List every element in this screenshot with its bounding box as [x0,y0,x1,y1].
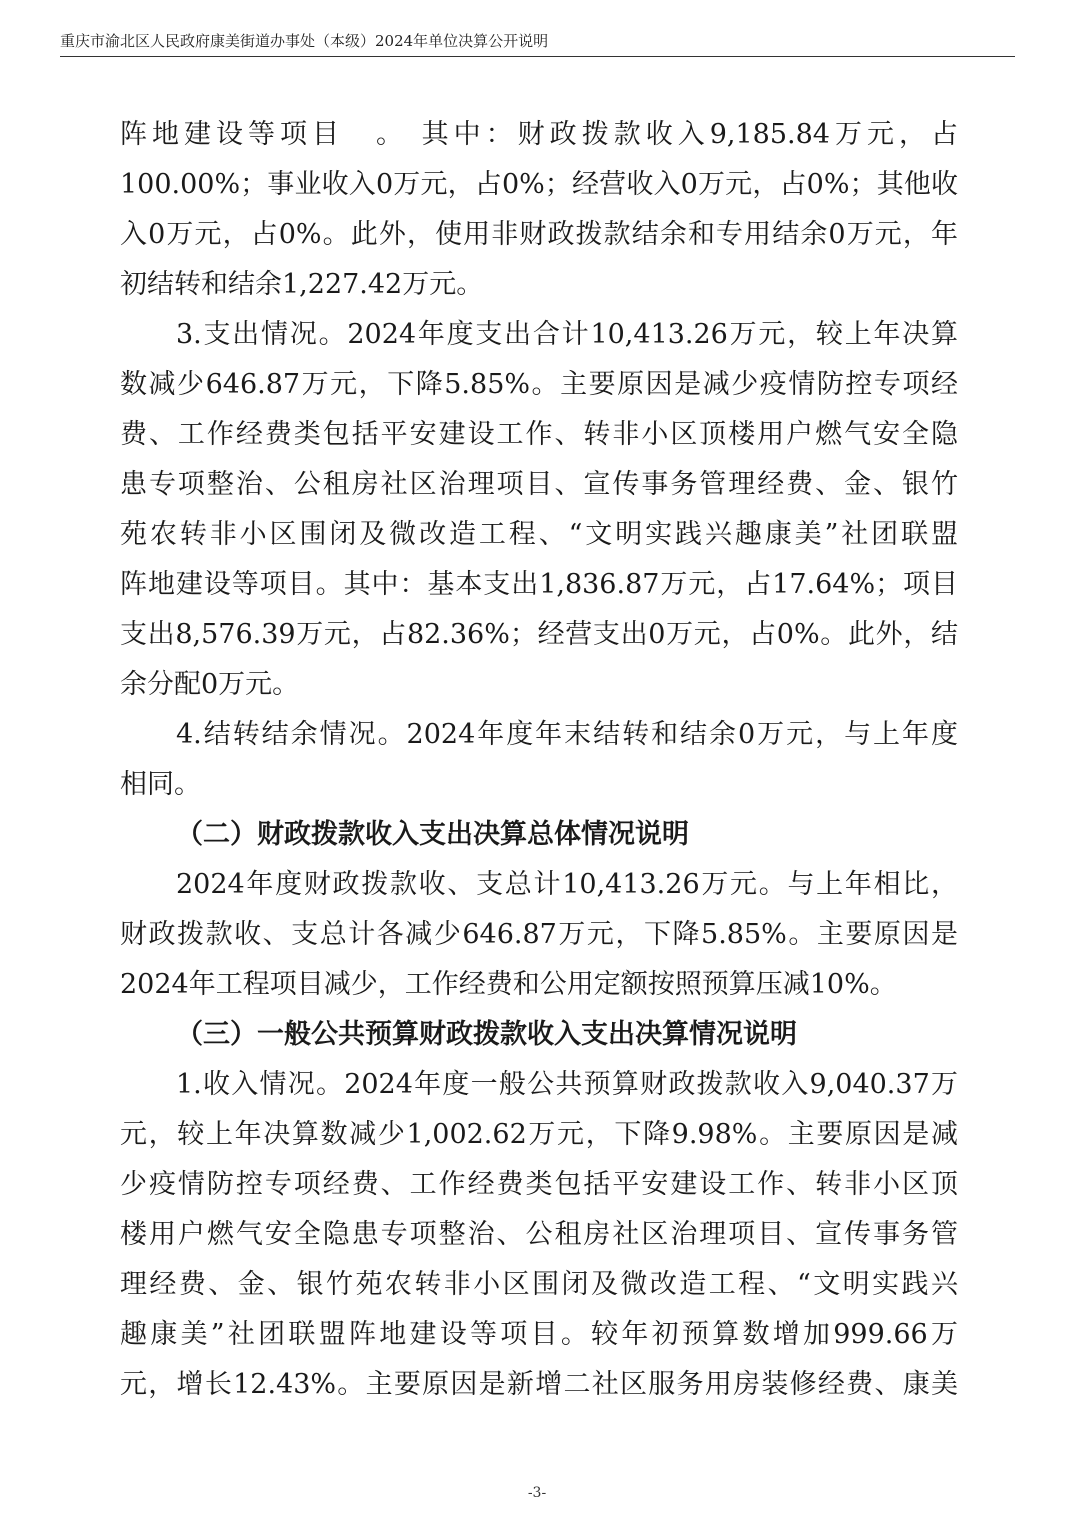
header-divider [60,56,1015,57]
paragraph-line: 2024年工程项目减少，工作经费和公用定额按照预算压减10%。 [120,969,897,1000]
paragraph-line: 余分配0万元。 [120,669,300,700]
paragraph-line: 楼用户燃气安全隐患专项整治、公租房社区治理项目、宣传事务管 [120,1219,958,1250]
paragraph-line: 少疫情防控专项经费、工作经费类包括平安建设工作、转非小区顶 [120,1169,958,1200]
paragraph-line: 数减少646.87万元，下降5.85%。主要原因是减少疫情防控专项经 [120,369,958,400]
paragraph-line: 1.收入情况。2024年度一般公共预算财政拨款收入9,040.37万 [176,1069,958,1100]
paragraph-line: 费、工作经费类包括平安建设工作、转非小区顶楼用户燃气安全隐 [120,419,958,450]
paragraph-line: 财政拨款收、支总计各减少646.87万元，下降5.85%。主要原因是 [120,919,958,950]
paragraph-line: 初结转和结余1,227.42万元。 [120,269,484,300]
paragraph-line: 患专项整治、公租房社区治理项目、宣传事务管理经费、金、银竹 [120,469,958,500]
paragraph-line: 元，较上年决算数减少1,002.62万元，下降9.98%。主要原因是减 [120,1119,958,1150]
paragraph-line: 3.支出情况。2024年度支出合计10,413.26万元，较上年决算 [176,319,958,350]
section-heading: （二）财政拨款收入支出决算总体情况说明 [176,819,689,850]
section-heading: （三）一般公共预算财政拨款收入支出决算情况说明 [176,1019,797,1050]
paragraph-line: 趣康美”社团联盟阵地建设等项目。较年初预算数增加999.66万 [120,1319,958,1350]
document-header: 重庆市渝北区人民政府康美街道办事处（本级）2024年单位决算公开说明 [60,32,549,50]
paragraph-line: 元，增长12.43%。主要原因是新增二社区服务用房装修经费、康美 [120,1369,958,1400]
paragraph-line: 相同。 [120,769,201,800]
page-number: -3- [527,1485,547,1501]
paragraph-line: 苑农转非小区围闭及微改造工程、“文明实践兴趣康美”社团联盟 [120,519,958,550]
paragraph-line: 支出8,576.39万元，占82.36%；经营支出0万元，占0%。此外，结 [120,619,958,650]
paragraph-line: 入0万元，占0%。此外，使用非财政拨款结余和专用结余0万元，年 [120,219,958,250]
paragraph-line: 阵地建设等项目 。 其中：财政拨款收入9,185.84万元，占 [120,119,958,150]
paragraph-line: 理经费、金、银竹苑农转非小区围闭及微改造工程、“文明实践兴 [120,1269,958,1300]
paragraph-line: 100.00%；事业收入0万元，占0%；经营收入0万元，占0%；其他收 [120,169,958,200]
paragraph-line: 2024年度财政拨款收、支总计10,413.26万元。与上年相比， [176,869,958,900]
paragraph-line: 阵地建设等项目。其中：基本支出1,836.87万元，占17.64%；项目 [120,569,958,600]
paragraph-line: 4.结转结余情况。2024年度年末结转和结余0万元，与上年度 [176,719,958,750]
document-body [120,110,958,1410]
